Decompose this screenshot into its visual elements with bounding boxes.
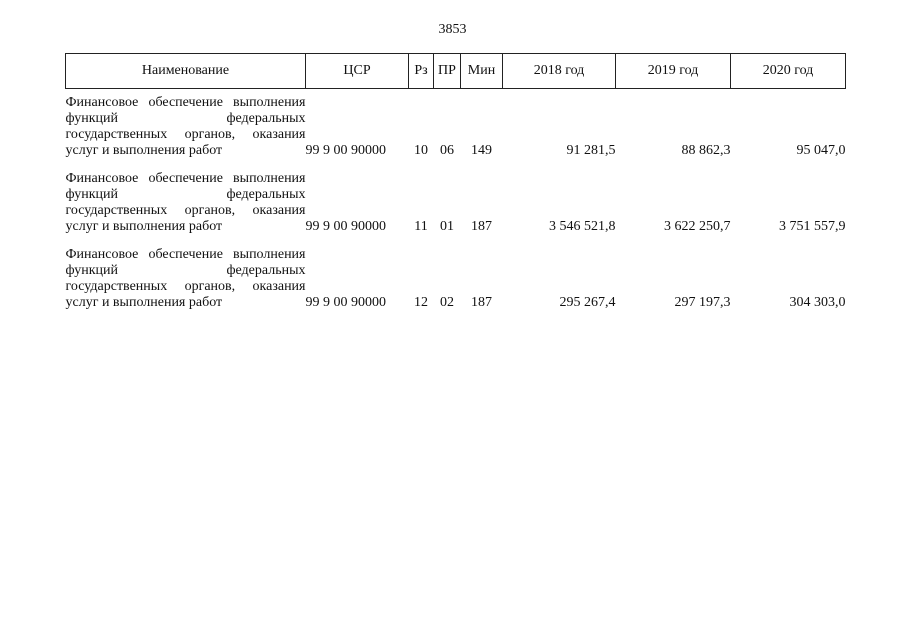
header-rz: Рз (409, 54, 434, 89)
row-rz: 10 (414, 143, 428, 158)
budget-table (65, 53, 846, 317)
row-2019: 297 197,3 (674, 295, 731, 310)
row-2018: 295 267,4 (559, 295, 616, 310)
row-name: Финансовое обеспечение выполнения функций федеральных государственных органов, оказания услуг и выполнения работ (65, 95, 306, 158)
table-row (66, 165, 846, 241)
page-number: 3853 (438, 22, 467, 37)
row-2018: 3 546 521,8 (549, 219, 616, 234)
row-pr: 01 (440, 219, 454, 234)
row-rz: 11 (414, 219, 428, 234)
row-2018: 91 281,5 (566, 143, 616, 158)
header-2019: 2019 год (616, 54, 731, 89)
row-2019: 3 622 250,7 (664, 219, 731, 234)
header-name: Наименование (66, 54, 306, 89)
row-csr: 99 9 00 90000 (305, 295, 386, 310)
header-min: Мин (461, 54, 503, 89)
row-csr: 99 9 00 90000 (305, 143, 386, 158)
row-csr: 99 9 00 90000 (305, 219, 386, 234)
row-rz: 12 (414, 295, 428, 310)
row-min: 149 (471, 143, 492, 158)
row-min: 187 (471, 219, 492, 234)
header-row (66, 54, 846, 89)
header-csr: ЦСР (306, 54, 409, 89)
row-name: Финансовое обеспечение выполнения функций федеральных государственных органов, оказания услуг и выполнения работ (65, 247, 306, 310)
table-row (66, 241, 846, 317)
row-2019: 88 862,3 (681, 143, 731, 158)
row-2020: 304 303,0 (789, 295, 846, 310)
header-2020: 2020 год (731, 54, 846, 89)
row-2020: 95 047,0 (796, 143, 846, 158)
row-pr: 02 (440, 295, 454, 310)
row-name: Финансовое обеспечение выполнения функций федеральных государственных органов, оказания услуг и выполнения работ (65, 171, 306, 234)
table-body (66, 89, 846, 318)
header-2018: 2018 год (503, 54, 616, 89)
row-2020: 3 751 557,9 (779, 219, 846, 234)
table-header (66, 54, 846, 89)
table-row (66, 89, 846, 166)
header-pr: ПР (434, 54, 461, 89)
row-pr: 06 (440, 143, 454, 158)
row-min: 187 (471, 295, 492, 310)
